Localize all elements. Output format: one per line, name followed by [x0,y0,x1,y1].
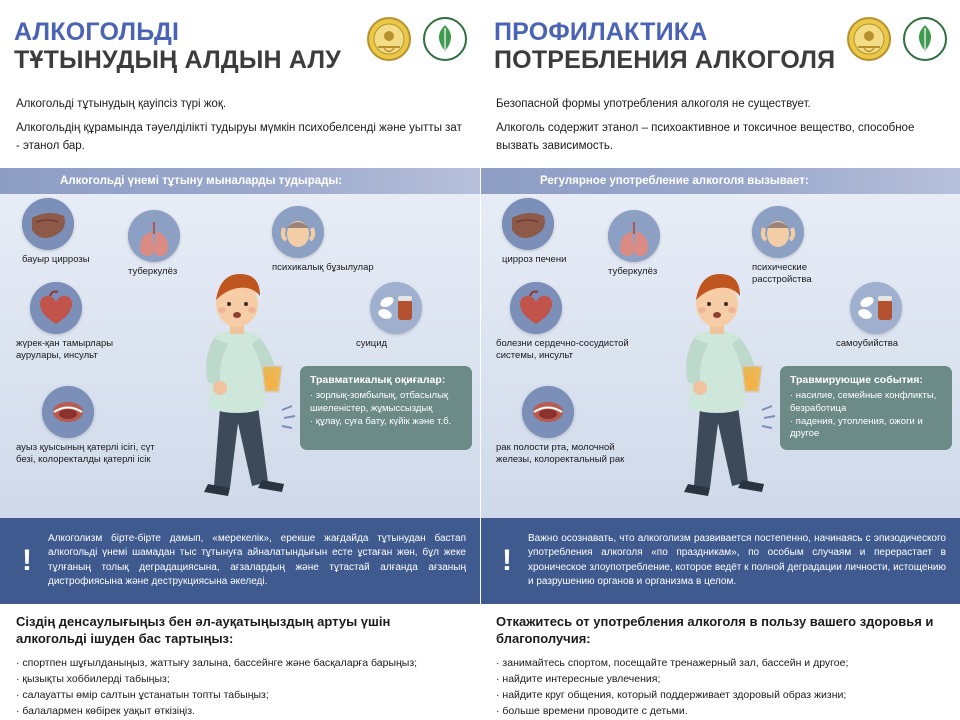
panel-russian [480,0,960,720]
alert-strip-kazakh [0,518,480,604]
liver-icon [502,198,554,250]
disease-item-oncology-kz [16,386,156,467]
title-line1: АЛКОГОЛЬДІ [14,18,180,46]
disease-label: бауыр циррозы [22,253,90,265]
head-icon [272,206,324,258]
trauma-list [790,390,942,442]
disease-item-mental-kz [272,206,382,275]
intro-kazakh [0,92,480,168]
mouth-icon [522,386,574,438]
disease-icons-russian [480,194,960,518]
disease-label: туберкулёз [608,265,658,277]
trauma-item: · құлау, суға бату, күйік және т.б. [310,415,452,427]
intro-line-2: Алкоголь содержит этанол – психоактивное и токсичное вещество, способное вызвать зависимость. [496,122,915,152]
disease-item-heart-kz [16,282,156,363]
footer-title: Откажитесь от употребления алкоголя в пользу вашего здоровья и благополучия: [496,613,934,646]
footer-russian [480,604,960,716]
title-line1: ПРОФИЛАКТИКА [494,18,708,46]
trauma-list [310,390,462,429]
disease-label: психикалық бұзылулар [272,261,374,273]
sub-banner-russian: Регулярное употребление алкоголя вызывает: [480,168,960,194]
intro-line-2: Алкогольдің құрамында тәуелділікті тудыруы мүмкін психобелсенді және уытты зат - этанол бар. [16,122,462,152]
kazakhstan-state-emblem [366,16,412,62]
disease-label: ауыз қуысының қатерлі ісігі, сүт безі, колоректалды қатерлі ісік [16,441,155,466]
footer-kazakh [0,604,480,716]
liver-icon [22,198,74,250]
mouth-icon [42,386,94,438]
footer-item: · балалармен көбірек уақыт өткізіңіз. [16,705,195,718]
title-line2: ПОТРЕБЛЕНИЯ АЛКОГОЛЯ [494,46,836,74]
disease-item-lungs-ru [608,210,708,279]
footer-item: · спортпен шұғылданыңыз, жаттығу залына, бассейнге және басқаларға барыңыз; [16,656,418,669]
emblems-russian [846,16,948,62]
footer-item: · салауатты өмір салтын ұстанатын топты табыңыз; [16,689,269,702]
trauma-title: Травмирующие события: [790,373,923,386]
disease-label: жүрек-қан тамырлары аурулары, инсульт [16,337,114,362]
header-russian [480,0,960,92]
footer-item: · қызықты хоббилерді табыңыз; [16,672,170,685]
person-illustration [162,258,312,508]
trauma-item: · зорлық-зомбылық, отбасылық шиеленістер, жұмыссыздық [310,389,449,414]
disease-item-liver-kz [22,198,130,267]
intro-line-1: Алкогольді тұтынудың қауіпсіз түрі жоқ. [16,98,227,110]
disease-label: рак полости рта, молочной железы, колоректальный рак [496,441,625,466]
trauma-box-russian [780,366,952,450]
alert-text: Алкоголизм бірте-бірте дамып, «мерекелік», ерекше жағдайда тұтынудан бастап алкогольді үнемі шамадан тыс тұтынуға айналатындығын есте ұстаған жөн, бұл жеке тұлғаның толық деградациясына, ағзалардың және тұтастай алғанда ағзаның дистрофиясына және деструкциясына әкеледі. [48,532,466,588]
disease-label: туберкулёз [128,265,178,277]
pills-icon [370,282,422,334]
kazakhstan-state-emblem [846,16,892,62]
footer-list [16,655,464,720]
heart-icon [510,282,562,334]
alert-text: Важно осознавать, что алкоголизм развивается постепенно, начинаясь с эпизодического употребления алкоголя «по праздникам», по особым случаям и перерастает в хроническое злоупотребление, которое ведёт к полной деградации личности, истощению и разрушению органов и организма в целом. [528,532,946,588]
sub-banner-kazakh: Алкогольді үнемі тұтыну мыналарды тудырады: [0,168,480,194]
lungs-icon [608,210,660,262]
disease-item-suicide-kz [356,282,466,351]
disease-item-suicide-ru [836,282,946,351]
footer-title: Сіздің денсаулығыңыз бен әл-ауқатыңыздың артуы үшін алкогольді ішуден бас тартыңыз: [16,613,391,646]
alert-strip-russian [480,518,960,604]
intro-line-1: Безопасной формы употребления алкоголя не существует. [496,98,811,110]
trauma-box-kazakh [300,366,472,450]
disease-label: болезни сердечно-сосудистой системы, инсульт [496,337,629,362]
footer-item: · занимайтесь спортом, посещайте тренажерный зал, бассейн и другое; [496,656,849,669]
lungs-icon [128,210,180,262]
disease-item-lungs-kz [128,210,228,279]
disease-item-liver-ru [502,198,610,267]
disease-label: психические расстройства [752,261,812,286]
footer-list [496,655,944,720]
footer-item: · больше времени проводите с детьми. [496,705,688,718]
body-russian [480,168,960,518]
pills-icon [850,282,902,334]
disease-label: суицид [356,337,388,349]
exclamation-icon: ! [22,543,32,577]
body-kazakh [0,168,480,518]
header-kazakh [0,0,480,92]
disease-item-mental-ru [752,206,862,287]
footer-item: · найдите интересные увлечения; [496,672,661,685]
emblems-kazakh [366,16,468,62]
panel-divider [480,0,481,720]
title-line2: ТҰТЫНУДЫҢ АЛДЫН АЛУ [14,46,341,74]
health-ministry-emblem [422,16,468,62]
heart-icon [30,282,82,334]
person-illustration [642,258,792,508]
disease-label: самоубийства [836,337,898,349]
disease-icons-kazakh [0,194,480,518]
disease-label: цирроз печени [502,253,567,265]
intro-russian [480,92,960,168]
disease-item-oncology-ru [496,386,636,467]
health-ministry-emblem [902,16,948,62]
disease-item-heart-ru [496,282,646,363]
footer-item: · найдите круг общения, который поддерживает здоровый образ жизни; [496,689,847,702]
exclamation-icon: ! [502,543,512,577]
head-icon [752,206,804,258]
trauma-title: Травматикалық оқиғалар: [310,373,446,386]
trauma-item: · падения, утопления, ожоги и другое [790,415,923,440]
trauma-item: · насилие, семейные конфликты, безработица [790,389,937,414]
